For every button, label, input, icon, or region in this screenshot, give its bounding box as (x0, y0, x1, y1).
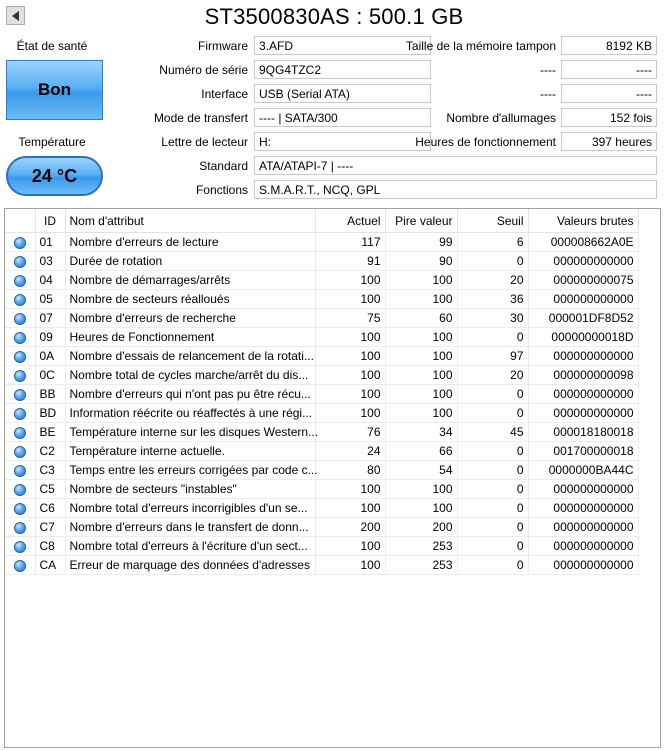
temperature-badge[interactable]: 24 °C (6, 156, 103, 196)
table-row[interactable] (5, 404, 638, 423)
attribute-current: 100 (315, 385, 385, 404)
status-cell (5, 233, 35, 252)
attribute-worst: 100 (385, 366, 457, 385)
attribute-name: Température interne actuelle. (65, 442, 315, 461)
attribute-raw: 000018180018 (528, 423, 638, 442)
attribute-raw: 000000000000 (528, 480, 638, 499)
attribute-raw: 000000000000 (528, 537, 638, 556)
attribute-threshold: 0 (457, 499, 528, 518)
health-status-badge[interactable]: Bon (6, 60, 103, 120)
attribute-current: 91 (315, 252, 385, 271)
attribute-current: 100 (315, 290, 385, 309)
buffer-size-field: 8192 KB (561, 36, 657, 55)
status-dot-icon (14, 237, 26, 249)
attribute-id: 07 (35, 309, 65, 328)
table-row[interactable] (5, 518, 638, 537)
attribute-threshold: 0 (457, 480, 528, 499)
attribute-id: BD (35, 404, 65, 423)
attribute-id: 0C (35, 366, 65, 385)
firmware-label: Firmware (198, 39, 248, 53)
attribute-raw: 000000000000 (528, 290, 638, 309)
attribute-worst: 253 (385, 537, 457, 556)
attribute-name: Nombre total d'erreurs incorrigibles d'un se... (65, 499, 315, 518)
attribute-worst: 100 (385, 480, 457, 499)
status-cell (5, 423, 35, 442)
table-row[interactable] (5, 461, 638, 480)
attribute-current: 100 (315, 404, 385, 423)
attribute-current: 100 (315, 328, 385, 347)
worst-column-header[interactable]: Pire valeur (385, 209, 457, 233)
attribute-name: Nombre total de cycles marche/arrêt du dis... (65, 366, 315, 385)
status-cell (5, 385, 35, 404)
attribute-worst: 100 (385, 404, 457, 423)
standard-field: ATA/ATAPI-7 | ---- (254, 156, 657, 175)
attribute-worst: 100 (385, 499, 457, 518)
attribute-name: Nombre de secteurs "instables" (65, 480, 315, 499)
raw-column-header[interactable]: Valeurs brutes (528, 209, 638, 233)
attribute-threshold: 36 (457, 290, 528, 309)
status-cell (5, 347, 35, 366)
status-cell (5, 328, 35, 347)
serial-label: Numéro de série (159, 63, 248, 77)
status-dot-icon (14, 256, 26, 268)
attribute-name: Nombre d'erreurs dans le transfert de donn... (65, 518, 315, 537)
status-dot-icon (14, 484, 26, 496)
status-dot-icon (14, 541, 26, 553)
table-row[interactable] (5, 347, 638, 366)
attribute-current: 100 (315, 556, 385, 575)
status-dot-icon (14, 370, 26, 382)
status-dot-icon (14, 389, 26, 401)
attribute-name: Nombre de secteurs réalloués (65, 290, 315, 309)
attribute-name: Heures de Fonctionnement (65, 328, 315, 347)
attribute-threshold: 0 (457, 556, 528, 575)
standard-label: Standard (199, 159, 248, 173)
attribute-worst: 100 (385, 290, 457, 309)
table-row[interactable] (5, 271, 638, 290)
attribute-id: C7 (35, 518, 65, 537)
attribute-current: 100 (315, 480, 385, 499)
status-cell (5, 480, 35, 499)
interface-field: USB (Serial ATA) (254, 84, 431, 103)
status-dot-icon (14, 351, 26, 363)
power-hours-label: Heures de fonctionnement (415, 135, 556, 149)
attribute-worst: 54 (385, 461, 457, 480)
unknown-label-1: ---- (540, 63, 556, 77)
attribute-threshold: 97 (457, 347, 528, 366)
attribute-name: Nombre d'erreurs qui n'ont pas pu être récu... (65, 385, 315, 404)
attribute-raw: 0000000BA44C (528, 461, 638, 480)
attribute-worst: 253 (385, 556, 457, 575)
status-cell (5, 271, 35, 290)
attribute-current: 100 (315, 347, 385, 366)
attribute-raw: 000000000000 (528, 518, 638, 537)
drive-letter-field: H: (254, 132, 431, 151)
attribute-threshold: 0 (457, 537, 528, 556)
health-label: État de santé (16, 39, 88, 53)
table-row[interactable] (5, 366, 638, 385)
id-column-header[interactable]: ID (35, 209, 65, 233)
attribute-threshold: 0 (457, 518, 528, 537)
power-count-field: 152 fois (561, 108, 657, 127)
attribute-id: BB (35, 385, 65, 404)
attribute-threshold: 0 (457, 442, 528, 461)
threshold-column-header[interactable]: Seuil (457, 209, 528, 233)
attribute-name: Information réécrite ou réaffectés à une régi... (65, 404, 315, 423)
attribute-worst: 99 (385, 233, 457, 252)
attribute-raw: 000000000000 (528, 499, 638, 518)
attribute-current: 117 (315, 233, 385, 252)
attribute-id: 04 (35, 271, 65, 290)
interface-label: Interface (201, 87, 248, 101)
attribute-id: C8 (35, 537, 65, 556)
attribute-worst: 100 (385, 271, 457, 290)
serial-field: 9QG4TZC2 (254, 60, 431, 79)
smart-attributes-table[interactable] (4, 208, 661, 748)
power-hours-field: 397 heures (561, 132, 657, 151)
attribute-name: Nombre de démarrages/arrêts (65, 271, 315, 290)
attribute-threshold: 20 (457, 366, 528, 385)
attribute-id: 03 (35, 252, 65, 271)
status-cell (5, 442, 35, 461)
attribute-threshold: 20 (457, 271, 528, 290)
status-dot-icon (14, 446, 26, 458)
table-row[interactable] (5, 442, 638, 461)
current-column-header[interactable]: Actuel (315, 209, 385, 233)
attribute-name: Temps entre les erreurs corrigées par code c... (65, 461, 315, 480)
status-cell (5, 309, 35, 328)
status-dot-icon (14, 522, 26, 534)
features-field: S.M.A.R.T., NCQ, GPL (254, 180, 657, 199)
temperature-label: Température (18, 135, 86, 149)
status-cell (5, 290, 35, 309)
attribute-raw: 000000000000 (528, 404, 638, 423)
page-title: ST3500830AS : 500.1 GB (204, 4, 464, 29)
table-row[interactable] (5, 480, 638, 499)
attribute-id: 0A (35, 347, 65, 366)
status-dot-icon (14, 313, 26, 325)
status-cell (5, 461, 35, 480)
attribute-current: 200 (315, 518, 385, 537)
attribute-name: Erreur de marquage des données d'adresses (65, 556, 315, 575)
unknown-field-2: ---- (561, 84, 657, 103)
table-row[interactable] (5, 537, 638, 556)
attribute-threshold: 6 (457, 233, 528, 252)
attribute-worst: 100 (385, 347, 457, 366)
attribute-raw: 000000000000 (528, 347, 638, 366)
attribute-worst: 34 (385, 423, 457, 442)
table-row[interactable] (5, 328, 638, 347)
attribute-threshold: 0 (457, 328, 528, 347)
unknown-field-1: ---- (561, 60, 657, 79)
status-dot-icon (14, 427, 26, 439)
attribute-raw: 000000000075 (528, 271, 638, 290)
table-row[interactable] (5, 499, 638, 518)
attribute-raw: 00000000018D (528, 328, 638, 347)
attribute-worst: 100 (385, 385, 457, 404)
transfer-mode-label: Mode de transfert (153, 111, 248, 125)
table-row[interactable] (5, 290, 638, 309)
attribute-current: 80 (315, 461, 385, 480)
attribute-threshold: 0 (457, 252, 528, 271)
features-label: Fonctions (195, 183, 248, 197)
status-cell (5, 252, 35, 271)
status-dot-icon (14, 465, 26, 477)
status-dot-icon (14, 332, 26, 344)
attribute-threshold: 0 (457, 461, 528, 480)
attribute-current: 75 (315, 309, 385, 328)
firmware-field: 3.AFD (254, 36, 431, 55)
unknown-label-2: ---- (540, 87, 556, 101)
attribute-raw: 000000000000 (528, 385, 638, 404)
attribute-current: 100 (315, 537, 385, 556)
attribute-raw: 000008662A0E (528, 233, 638, 252)
attribute-id: 05 (35, 290, 65, 309)
attribute-current: 24 (315, 442, 385, 461)
attribute-threshold: 30 (457, 309, 528, 328)
status-dot-icon (14, 275, 26, 287)
attribute-id: C3 (35, 461, 65, 480)
table-row[interactable] (5, 385, 638, 404)
attribute-threshold: 0 (457, 404, 528, 423)
attribute-id: C6 (35, 499, 65, 518)
drive-letter-label: Lettre de lecteur (161, 135, 248, 149)
table-header-row (5, 209, 638, 233)
status-cell (5, 404, 35, 423)
attribute-id: C2 (35, 442, 65, 461)
attribute-raw: 001700000018 (528, 442, 638, 461)
attribute-raw: 000000000000 (528, 252, 638, 271)
attribute-name: Nombre d'essais de relancement de la rotati... (65, 347, 315, 366)
status-cell (5, 518, 35, 537)
attribute-name: Nombre total d'erreurs à l'écriture d'un sect... (65, 537, 315, 556)
status-column-header[interactable] (5, 209, 35, 233)
attribute-worst: 90 (385, 252, 457, 271)
attribute-worst: 200 (385, 518, 457, 537)
power-count-label: Nombre d'allumages (446, 111, 556, 125)
attribute-current: 100 (315, 271, 385, 290)
status-dot-icon (14, 560, 26, 572)
attribute-worst: 100 (385, 328, 457, 347)
attribute-raw: 000000000098 (528, 366, 638, 385)
name-column-header[interactable]: Nom d'attribut (65, 209, 315, 233)
status-cell (5, 537, 35, 556)
attribute-current: 100 (315, 366, 385, 385)
attribute-name: Durée de rotation (65, 252, 315, 271)
attribute-threshold: 0 (457, 385, 528, 404)
attribute-id: 09 (35, 328, 65, 347)
transfer-mode-field: ---- | SATA/300 (254, 108, 431, 127)
status-cell (5, 499, 35, 518)
attribute-id: 01 (35, 233, 65, 252)
table-row[interactable] (5, 556, 638, 575)
attribute-current: 76 (315, 423, 385, 442)
attribute-worst: 66 (385, 442, 457, 461)
attribute-raw: 000000000000 (528, 556, 638, 575)
table-row[interactable] (5, 233, 638, 252)
attribute-name: Nombre d'erreurs de recherche (65, 309, 315, 328)
table-row[interactable] (5, 423, 638, 442)
status-cell (5, 366, 35, 385)
status-cell (5, 556, 35, 575)
status-dot-icon (14, 408, 26, 420)
attribute-raw: 000001DF8D52 (528, 309, 638, 328)
attribute-name: Température interne sur les disques Western... (65, 423, 315, 442)
attribute-id: C5 (35, 480, 65, 499)
table-row[interactable] (5, 309, 638, 328)
attribute-id: BE (35, 423, 65, 442)
table-row[interactable] (5, 252, 638, 271)
attribute-name: Nombre d'erreurs de lecture (65, 233, 315, 252)
attribute-current: 100 (315, 499, 385, 518)
attribute-worst: 60 (385, 309, 457, 328)
attribute-id: CA (35, 556, 65, 575)
attribute-threshold: 45 (457, 423, 528, 442)
status-dot-icon (14, 503, 26, 515)
buffer-size-label: Taille de la mémoire tampon (405, 39, 556, 53)
status-dot-icon (14, 294, 26, 306)
